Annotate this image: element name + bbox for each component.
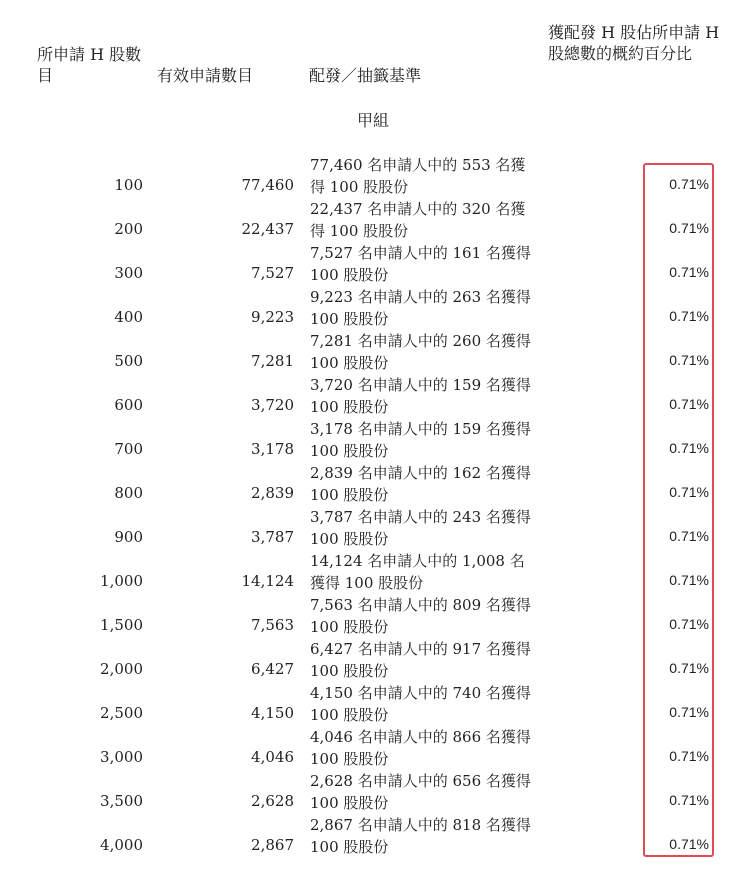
group-label: 甲組 <box>357 111 390 130</box>
shares-applied-cell: 3,000 <box>100 748 143 766</box>
table-row <box>0 682 749 726</box>
valid-applications-cell: 7,527 <box>251 264 294 282</box>
allocation-basis-cell: 3,787 名申請人中的 243 名獲得 100 股股份 <box>310 508 531 548</box>
percentage-cell: 0.71% <box>669 264 709 280</box>
valid-applications-cell: 2,839 <box>251 484 294 502</box>
shares-applied-cell: 600 <box>114 396 143 414</box>
table-row <box>0 462 749 506</box>
header-valid-applications: 有效申請數目 <box>157 66 254 85</box>
allocation-basis-cell: 6,427 名申請人中的 917 名獲得 100 股股份 <box>310 640 531 680</box>
shares-applied-cell: 2,000 <box>100 660 143 678</box>
valid-applications-cell: 6,427 <box>251 660 294 678</box>
valid-applications-cell: 2,867 <box>251 836 294 854</box>
table-row <box>0 154 749 198</box>
allocation-basis-cell: 7,281 名申請人中的 260 名獲得 100 股股份 <box>310 332 531 372</box>
valid-applications-cell: 22,437 <box>241 220 294 238</box>
valid-applications-cell: 4,046 <box>251 748 294 766</box>
shares-applied-cell: 800 <box>114 484 143 502</box>
table-row <box>0 594 749 638</box>
valid-applications-cell: 2,628 <box>251 792 294 810</box>
percentage-highlight-box <box>643 163 714 857</box>
shares-applied-cell: 700 <box>114 440 143 458</box>
shares-applied-cell: 100 <box>114 176 143 194</box>
table-row <box>0 550 749 594</box>
valid-applications-cell: 77,460 <box>241 176 294 194</box>
allocation-basis-cell: 4,046 名申請人中的 866 名獲得 100 股股份 <box>310 728 531 768</box>
table-row <box>0 242 749 286</box>
table-row <box>0 814 749 858</box>
percentage-cell: 0.71% <box>669 792 709 808</box>
allocation-basis-cell: 77,460 名申請人中的 553 名獲得 100 股股份 <box>310 156 526 196</box>
allocation-basis-cell: 7,563 名申請人中的 809 名獲得 100 股股份 <box>310 596 531 636</box>
shares-applied-cell: 200 <box>114 220 143 238</box>
percentage-cell: 0.71% <box>669 396 709 412</box>
percentage-cell: 0.71% <box>669 572 709 588</box>
valid-applications-cell: 7,281 <box>251 352 294 370</box>
table-row <box>0 286 749 330</box>
valid-applications-cell: 7,563 <box>251 616 294 634</box>
shares-applied-cell: 900 <box>114 528 143 546</box>
valid-applications-cell: 3,787 <box>251 528 294 546</box>
allocation-basis-cell: 2,839 名申請人中的 162 名獲得 100 股股份 <box>310 464 531 504</box>
shares-applied-cell: 500 <box>114 352 143 370</box>
table-row <box>0 418 749 462</box>
valid-applications-cell: 3,178 <box>251 440 294 458</box>
allocation-basis-cell: 14,124 名申請人中的 1,008 名獲得 100 股股份 <box>310 552 525 592</box>
allocation-basis-cell: 2,628 名申請人中的 656 名獲得 100 股股份 <box>310 772 531 812</box>
percentage-cell: 0.71% <box>669 836 709 852</box>
allocation-basis-cell: 3,178 名申請人中的 159 名獲得 100 股股份 <box>310 420 531 460</box>
table-row <box>0 198 749 242</box>
table-row <box>0 638 749 682</box>
allocation-basis-cell: 22,437 名申請人中的 320 名獲得 100 股股份 <box>310 200 526 240</box>
percentage-cell: 0.71% <box>669 176 709 192</box>
valid-applications-cell: 14,124 <box>241 572 294 590</box>
header-applied-shares: 所申請 H 股數目 <box>37 45 142 85</box>
percentage-cell: 0.71% <box>669 748 709 764</box>
percentage-cell: 0.71% <box>669 308 709 324</box>
valid-applications-cell: 3,720 <box>251 396 294 414</box>
header-approx-percentage: 獲配發 H 股佔所申請 H 股總數的概約百分比 <box>548 23 720 63</box>
header-allocation-basis: 配發／抽籤基準 <box>309 66 422 85</box>
shares-applied-cell: 2,500 <box>100 704 143 722</box>
shares-applied-cell: 1,500 <box>100 616 143 634</box>
percentage-cell: 0.71% <box>669 704 709 720</box>
table-row <box>0 726 749 770</box>
percentage-cell: 0.71% <box>669 440 709 456</box>
table-row <box>0 770 749 814</box>
allocation-basis-cell: 4,150 名申請人中的 740 名獲得 100 股股份 <box>310 684 531 724</box>
allocation-basis-cell: 9,223 名申請人中的 263 名獲得 100 股股份 <box>310 288 531 328</box>
allocation-basis-cell: 2,867 名申請人中的 818 名獲得 100 股股份 <box>310 816 531 856</box>
table-row <box>0 506 749 550</box>
valid-applications-cell: 4,150 <box>251 704 294 722</box>
shares-applied-cell: 3,500 <box>100 792 143 810</box>
shares-applied-cell: 1,000 <box>100 572 143 590</box>
percentage-cell: 0.71% <box>669 616 709 632</box>
percentage-cell: 0.71% <box>669 220 709 236</box>
allocation-basis-cell: 7,527 名申請人中的 161 名獲得 100 股股份 <box>310 244 531 284</box>
percentage-cell: 0.71% <box>669 660 709 676</box>
allocation-basis-cell: 3,720 名申請人中的 159 名獲得 100 股股份 <box>310 376 531 416</box>
shares-applied-cell: 300 <box>114 264 143 282</box>
percentage-cell: 0.71% <box>669 352 709 368</box>
percentage-cell: 0.71% <box>669 484 709 500</box>
shares-applied-cell: 4,000 <box>100 836 143 854</box>
table-row <box>0 330 749 374</box>
shares-applied-cell: 400 <box>114 308 143 326</box>
table-row <box>0 374 749 418</box>
percentage-cell: 0.71% <box>669 528 709 544</box>
valid-applications-cell: 9,223 <box>251 308 294 326</box>
